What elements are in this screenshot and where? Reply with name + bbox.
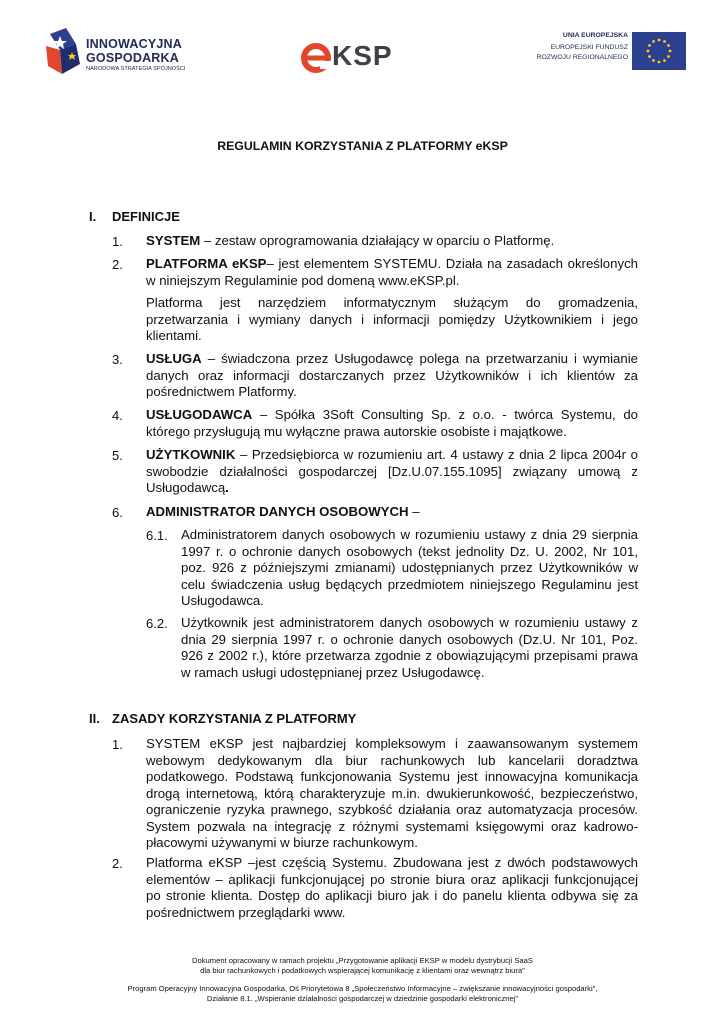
definition-uslugodawca: USŁUGODAWCA – Spółka 3Soft Consulting Sp. z o.o. - twórca Systemu, do którego przysługują mu wyłączne prawa autorskie osobiste i majątkowe. [146, 407, 638, 439]
eu-logo [520, 30, 690, 74]
eksp-logo [300, 38, 430, 78]
footer-project [0, 956, 725, 976]
footer-line2: dla biur rachunkowych i podatkowych wspierającej komunikację z klientami oraz wewnątrz biura" [200, 966, 525, 975]
section2-number: II. [89, 711, 100, 726]
definition-usluga: USŁUGA – świadczona przez Usługodawcę polega na przetwarzaniu i wymianie danych oraz informacji dostarczanych przez Użytkowników i ich klientów za pośrednictwem Platformy. [146, 351, 638, 399]
definition-system: SYSTEM – zestaw oprogramowania działający w oparciu o Platformę. [146, 233, 555, 248]
eu-flag-icon [632, 32, 686, 70]
item-number: 2. [112, 257, 123, 272]
eu-line1: UNIA EUROPEJSKA [562, 32, 628, 39]
item-number: 1. [112, 234, 123, 249]
item-number: 2. [112, 856, 123, 871]
item-number: 4. [112, 408, 123, 423]
subitem-6-2: Użytkownik jest administratorem danych osobowych w rozumieniu ustawy z dnia 29 sierpnia 1997 r. o ochronie danych osobowych (Dz.U. Nr 101, Poz. 926 z 2002 r.), które przetwarza zgodnie z obowiązującymi przepisami prawa w ramach usługi udostępnianej przez Usługodawcę. [181, 615, 638, 680]
item-number: 5. [112, 448, 123, 463]
innowacyjna-gospodarka-logo [46, 26, 206, 76]
subitem-number: 6.2. [146, 616, 168, 631]
footer-line1: Dokument opracowany w ramach projektu „Przygotowanie aplikacji EKSP w modelu dystrybucji SaaS [192, 956, 533, 965]
definition-uzytkownik: UŻYTKOWNIK – Przedsiębiorca w rozumieniu art. 4 ustawy z dnia 2 lipca 2004r o swobodzie działalności gospodarczej [Dz.U.07.155.1095] związany umową z Usługodawcą. [146, 447, 638, 495]
definition-platforma-extra: Platforma jest narzędziem informatycznym służącym do gromadzenia, przetwarzania i wymiany danych i informacji pomiędzy Użytkownikiem i jego klientami. [146, 295, 638, 343]
eu-line3: ROZWOJU REGIONALNEGO [536, 54, 628, 61]
ig-line2: GOSPODARKA [86, 51, 179, 65]
definition-administrator: ADMINISTRATOR DANYCH OSOBOWYCH – [146, 504, 420, 519]
subitem-6-1: Administratorem danych osobowych w rozumieniu ustawy z dnia 29 sierpnia 1997 r. o ochronie danych osobowych (tekst jednolity Dz. U. 2002, Nr 101, poz. 926 z późniejszymi zmianami) udostępnianych przez Użytkowników w celu świadczenia usług będących przedmiotem niniejszego Regulaminu jest Usługodawca. [181, 527, 638, 608]
eksp-e-icon [300, 42, 332, 74]
zasady-item-1: SYSTEM eKSP jest najbardziej kompleksowym i zaawansowanym systemem webowym dedykowanym dla biur rachunkowych lub kancelarii doradztwa podatkowego. Podstawą funkcjonowania Systemu jest innowacyjna komunikacja drogą internetową, którą charakteryzuje m.in. dwukierunkowość, bezpieczeństwo, ograniczenie ryzyka prawnego, szybkość działania oraz automatyzacja procesów. System pozwala na integrację z różnymi systemami księgowymi oraz kadrowo-płacowymi używanymi w biurze rachunkowym. [146, 736, 638, 850]
section2-heading: ZASADY KORZYSTANIA Z PLATFORMY [112, 711, 357, 726]
section1-heading: DEFINICJE [112, 209, 180, 224]
eu-line2: EUROPEJSKI FUNDUSZ [550, 44, 628, 51]
eksp-logo-text: KSP [332, 40, 393, 71]
footer-program [0, 984, 725, 1004]
zasady-item-2: Platforma eKSP –jest częścią Systemu. Zbudowana jest z dwóch podstawowych elementów – aplikacji funkcjonującej po stronie biura oraz aplikacji funkcjonującej po stronie klienta. Dostęp do aplikacji biuro jak i do panelu klienta odbywa się za pośrednictwem przeglądarki www. [146, 855, 638, 920]
item-number: 3. [112, 352, 123, 367]
ig-line1: INNOWACYJNA [86, 37, 182, 51]
definition-platforma: PLATFORMA eKSP– jest elementem SYSTEMU. Działa na zasadach określonych w niniejszym Regulaminie pod domeną www.eKSP.pl. [146, 256, 639, 288]
document-title: REGULAMIN KORZYSTANIA Z PLATFORMY eKSP [217, 139, 508, 153]
item-number: 1. [112, 737, 123, 752]
footer-line3: Program Operacyjny Innowacyjna Gospodarka, Oś Priorytetowa 8 „Społeczeństwo Informacyjne – zwiększanie innowacyjności gospodarki", [127, 984, 598, 993]
ig-star-icon [46, 28, 84, 74]
footer-line4: Działanie 8.1. „Wspieranie działalności gospodarczej w dziedzinie gospodarki elektronicznej" [206, 994, 519, 1003]
item-number: 6. [112, 505, 123, 520]
subitem-number: 6.1. [146, 528, 168, 543]
section1-number: I. [89, 209, 97, 224]
ig-line3: NARODOWA STRATEGIA SPÓJNOŚCI [86, 66, 186, 72]
